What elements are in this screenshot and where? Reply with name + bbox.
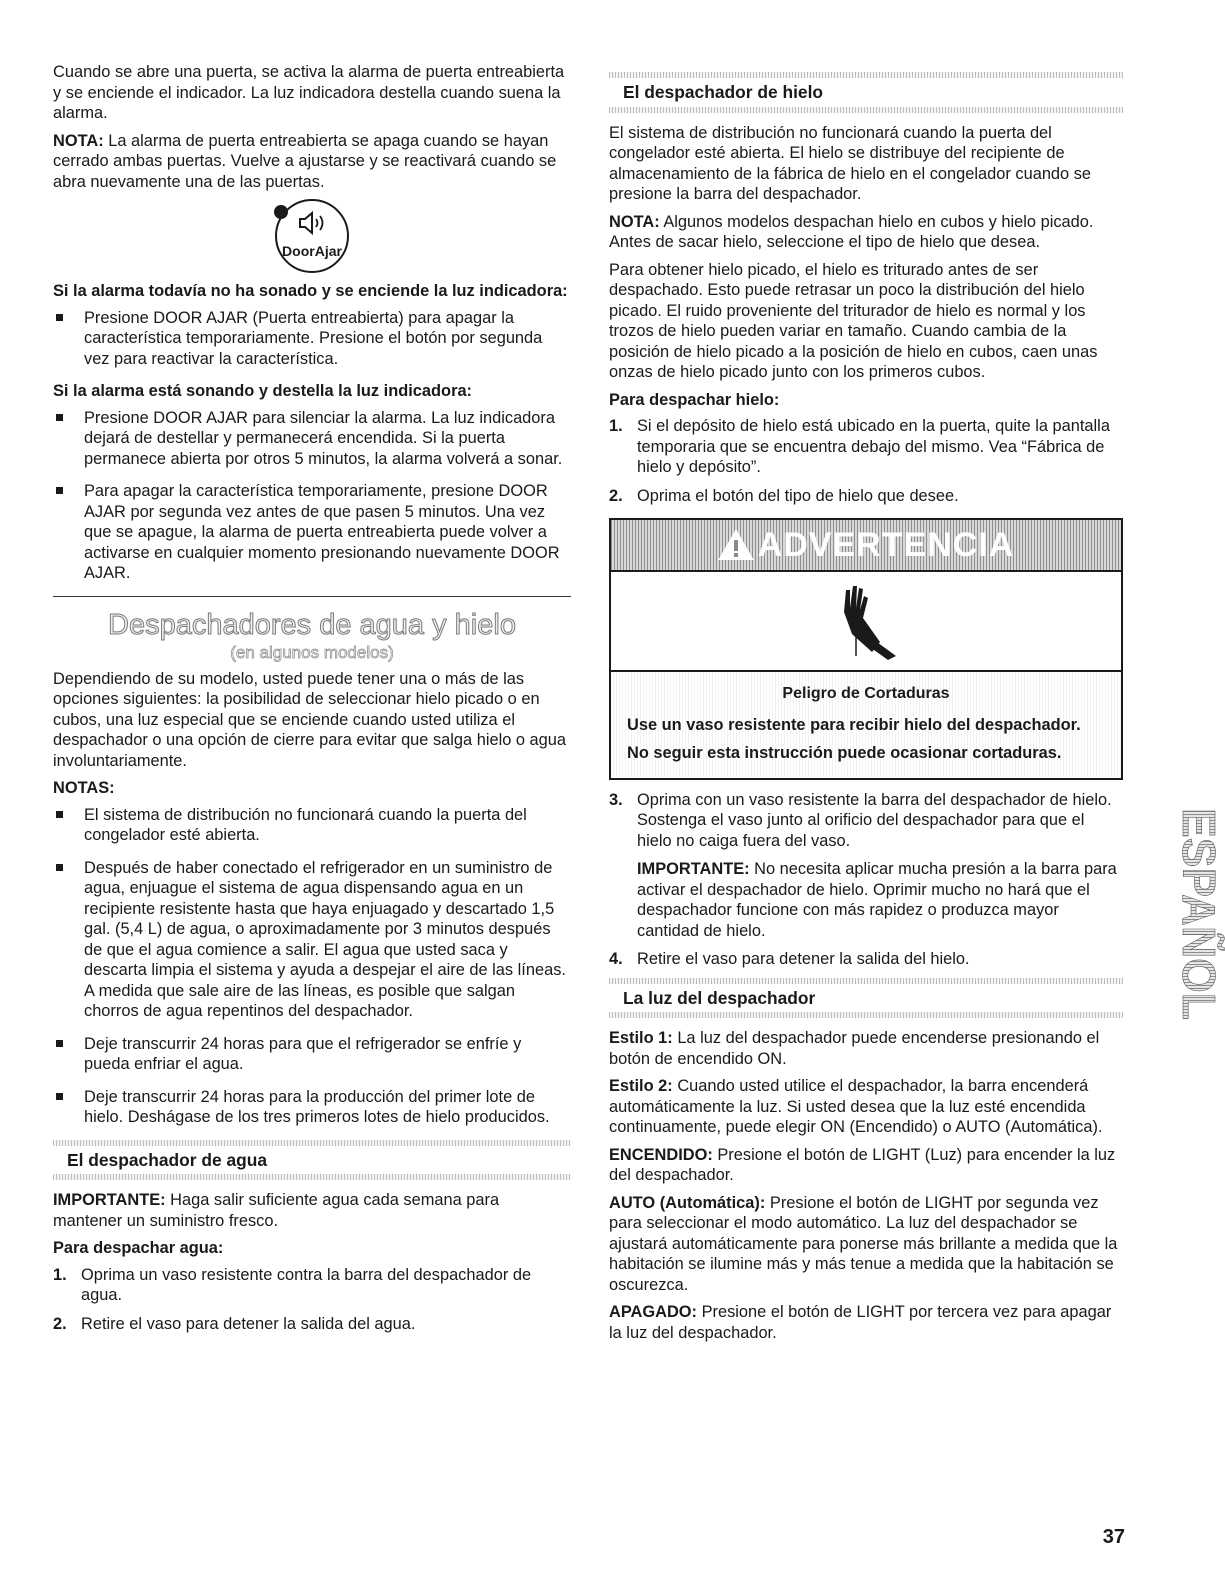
cut-hazard-hand-icon-wrap — [611, 572, 1121, 670]
alarm-sounding-heading: Si la alarma está sonando y destella la luz indicadora: — [53, 382, 473, 400]
list-item: Para apagar la característica temporariamente, presione DOOR AJAR por segunda vez antes de que pasen 5 minutos. Una vez que se apague, la alarma de puerta entreabierta puede volver a activarse en cualquier momento presionando nuevamente DOOR AJAR. — [53, 481, 571, 584]
mode-label: APAGADO: — [609, 1303, 698, 1321]
door-ajar-icon — [275, 199, 349, 273]
mode-text: Presione el botón de LIGHT (Luz) para encender la luz del despachador. — [609, 1145, 1116, 1184]
header-bar-bottom — [609, 107, 1123, 113]
important-label: IMPORTANTE: — [637, 860, 750, 878]
list-item: Después de haber conectado el refrigerador en un suministro de agua, enjuague el sistema de agua dispensando agua en un recipiente resistente hasta que haya enjuagado y descartado 1,5 gal. (5,4 L) de agua, o aproximadamente por 3 minutos después de que el agua comience a salir. El agua que usted saca y descarta limpia el sistema y ayuda a despejar el aire de las líneas. A medida que sale aire de las líneas, es posible que salgan chorros de agua repentinos del despachador. — [53, 858, 571, 1022]
list-item: Deje transcurrir 24 horas para que el refrigerador se enfríe y pueda enfriar el agua. — [53, 1034, 571, 1075]
note-text: La alarma de puerta entreabierta se apaga cuando se hayan cerrado ambas puertas. Vuelve a ajustarse y se reactivará cuando se abra nuevamente una de las puertas. — [53, 131, 557, 191]
step-text: Retire el vaso para detener la salida del agua. — [81, 1314, 416, 1333]
dispense-ice-heading: Para despachar hielo: — [609, 390, 780, 409]
step-text: Oprima el botón del tipo de hielo que desee. — [637, 486, 959, 505]
door-ajar-icon-label: DoorAjar — [282, 243, 342, 259]
section-divider — [53, 596, 571, 597]
alarm-not-sounded-heading: Si la alarma todavía no ha sonado y se enciende la luz indicadora: — [53, 282, 568, 300]
step-text: Si el depósito de hielo está ubicado en la puerta, quite la pantalla temporaria que se encuentra debajo del mismo. Vea “Fábrica de hielo y depósito”. — [637, 417, 1110, 476]
style-text: La luz del despachador puede encenderse presionando el botón de encendido ON. — [609, 1029, 1100, 1068]
note-label: NOTA: — [609, 212, 660, 231]
warning-title-text: ADVERTENCIA — [757, 525, 1015, 564]
ice-intro: El sistema de distribución no funcionará cuando la puerta del congelador esté abierta. El hielo se distribuye del recipiente de almacenamiento de la fábrica de hielo en el congelador cuando se presione la barra del despachador. — [609, 123, 1092, 203]
list-item — [609, 949, 1123, 970]
crushed-ice-info: Para obtener hielo picado, el hielo es triturado antes de ser despachado. Esto puede retrasar un poco la distribución del hielo picado. El ruido proveniente del triturador de hielo es normal y los trozos de hielo pueden variar en tamaño. Cuando cambia de la posición de hielo picado a la posición de hielo en cubos, caen unas onzas de hielo picado junto con los primeros cubos. — [609, 260, 1098, 381]
ice-step-important — [637, 859, 1123, 941]
indicator-dot-icon — [274, 205, 288, 219]
important-text: No necesita aplicar mucha presión a la barra para activar el despachador de hielo. Oprimir mucho no hará que el despachador funcione con más rapidez o produzca mayor cantidad de hielo. — [637, 860, 1117, 940]
important-text: Haga salir suficiente agua cada semana para mantener un suministro fresco. — [53, 1191, 500, 1230]
list-item — [609, 790, 1123, 942]
mode-label: AUTO (Automática): — [609, 1193, 766, 1212]
notas-heading: NOTAS: — [53, 779, 115, 797]
warning-instruction: Use un vaso resistente para recibir hielo del despachador. — [627, 715, 1081, 734]
list-item: Presione DOOR AJAR (Puerta entreabierta) para apagar la característica temporariamente. Presione el botón por segunda vez para reactivar la característica. — [53, 308, 571, 370]
ice-note — [609, 212, 1123, 253]
warning-box — [609, 518, 1123, 780]
light-off — [609, 1302, 1123, 1343]
left-column — [53, 62, 571, 1342]
ice-dispenser-header — [609, 72, 1123, 113]
ice-steps-a — [609, 416, 1123, 506]
speaker-icon — [297, 210, 331, 236]
style-label: Estilo 2: — [609, 1077, 673, 1095]
mode-text: Presione el botón de LIGHT por segunda vez para seleccionar el modo automático. La luz del despachador se ajustará automáticamente para ponerse más brillante a medida que la habitación se ilumine más y más tenue a medida que la habitación se oscurezca. — [609, 1193, 1118, 1294]
list-item: El sistema de distribución no funcionará cuando la puerta del congelador esté abierta. — [53, 805, 571, 846]
step-number: 2. — [609, 486, 623, 505]
notas-list — [53, 805, 571, 1128]
warning-message — [611, 670, 1121, 778]
mode-text: Presione el botón de LIGHT por tercera vez para apagar la luz del despachador. — [609, 1303, 1112, 1342]
note-text: Algunos modelos despachan hielo en cubos y hielo picado. Antes de sacar hielo, seleccione el tipo de hielo que desea. — [609, 212, 1094, 251]
language-side-tab — [1145, 808, 1225, 1027]
step-number: 4. — [609, 950, 623, 968]
door-alarm-intro: Cuando se abre una puerta, se activa la alarma de puerta entreabierta y se enciende el indicador. La luz indicadora destella cuando suena la alarma. — [53, 63, 565, 122]
dispenser-light-header — [609, 978, 1123, 1019]
step-text: Retire el vaso para detener la salida del hielo. — [637, 950, 970, 968]
list-item: Deje transcurrir 24 horas para la producción del primer lote de hielo. Deshágase de los tres primeros lotes de hielo producidos. — [53, 1087, 571, 1128]
page-number: 37 — [1102, 1526, 1125, 1548]
ice-dispenser-title: El despachador de hielo — [623, 82, 824, 102]
list-item: Presione DOOR AJAR para silenciar la alarma. La luz indicadora dejará de destellar y permanecerá encendida. Si la puerta permanece abierta por otros 5 minutos, la alarma volverá a sonar. — [53, 408, 571, 470]
list-item — [53, 1265, 571, 1306]
header-bar-bottom — [609, 1012, 1123, 1018]
list-item — [53, 1314, 571, 1335]
right-column — [609, 72, 1123, 1350]
bullet-list-1 — [53, 308, 571, 370]
light-on — [609, 1145, 1123, 1186]
bullet-list-2 — [53, 408, 571, 584]
step-number: 1. — [609, 417, 623, 435]
warning-title — [718, 525, 1015, 564]
warning-triangle-icon — [718, 529, 754, 561]
water-dispenser-header — [53, 1140, 571, 1181]
light-auto — [609, 1193, 1123, 1296]
step-text: Oprima con un vaso resistente la barra del despachador de hielo. Sostenga el vaso junto al orificio del despachador para que el hielo no caiga fuera del vaso. — [637, 790, 1112, 850]
section-subtitle: (en algunos modelos) — [230, 642, 394, 662]
step-text: Oprima un vaso resistente contra la barra del despachador de agua. — [81, 1265, 532, 1304]
header-bar-bottom — [53, 1174, 571, 1180]
water-steps — [53, 1265, 571, 1335]
list-item — [609, 416, 1123, 478]
mode-label: ENCENDIDO: — [609, 1145, 713, 1164]
side-tab-label: ESPAÑOL — [1173, 808, 1225, 1027]
dispenser-intro: Dependiendo de su modelo, usted puede tener una o más de las opciones siguientes: la posibilidad de seleccionar hielo picado o en cubos, una luz especial que se enciende cuando usted utiliza el despachador o una opción de cierre para evitar que salga hielo o agua involuntariamente. — [53, 669, 567, 770]
light-style-1 — [609, 1028, 1123, 1069]
water-important — [53, 1190, 571, 1231]
dispense-water-heading: Para despachar agua: — [53, 1239, 224, 1257]
important-label: IMPORTANTE: — [53, 1191, 166, 1209]
style-text: Cuando usted utilice el despachador, la barra encenderá automáticamente la luz. Si usted desea que la luz esté encendida continuamente, puede elegir ON (Encendido) o AUTO (Automática). — [609, 1077, 1103, 1136]
water-dispenser-title: El despachador de agua — [67, 1149, 268, 1170]
step-number: 1. — [53, 1265, 67, 1284]
style-label: Estilo 1: — [609, 1029, 673, 1047]
list-item — [609, 486, 1123, 507]
door-ajar-icon-wrap — [53, 199, 571, 273]
step-number: 3. — [609, 790, 623, 809]
note-label: NOTA: — [53, 131, 104, 150]
warning-consequence: No seguir esta instrucción puede ocasionar cortaduras. — [627, 744, 1062, 762]
section-title: Despachadores de agua y hielo — [108, 608, 516, 641]
hand-cut-icon — [826, 582, 906, 660]
door-alarm-note — [53, 131, 571, 193]
warning-banner — [611, 520, 1121, 572]
warning-hazard-heading: Peligro de Cortaduras — [782, 685, 950, 702]
step-number: 2. — [53, 1314, 67, 1333]
ice-steps-b — [609, 790, 1123, 970]
dispenser-light-title: La luz del despachador — [623, 987, 816, 1008]
light-style-2 — [609, 1076, 1123, 1138]
